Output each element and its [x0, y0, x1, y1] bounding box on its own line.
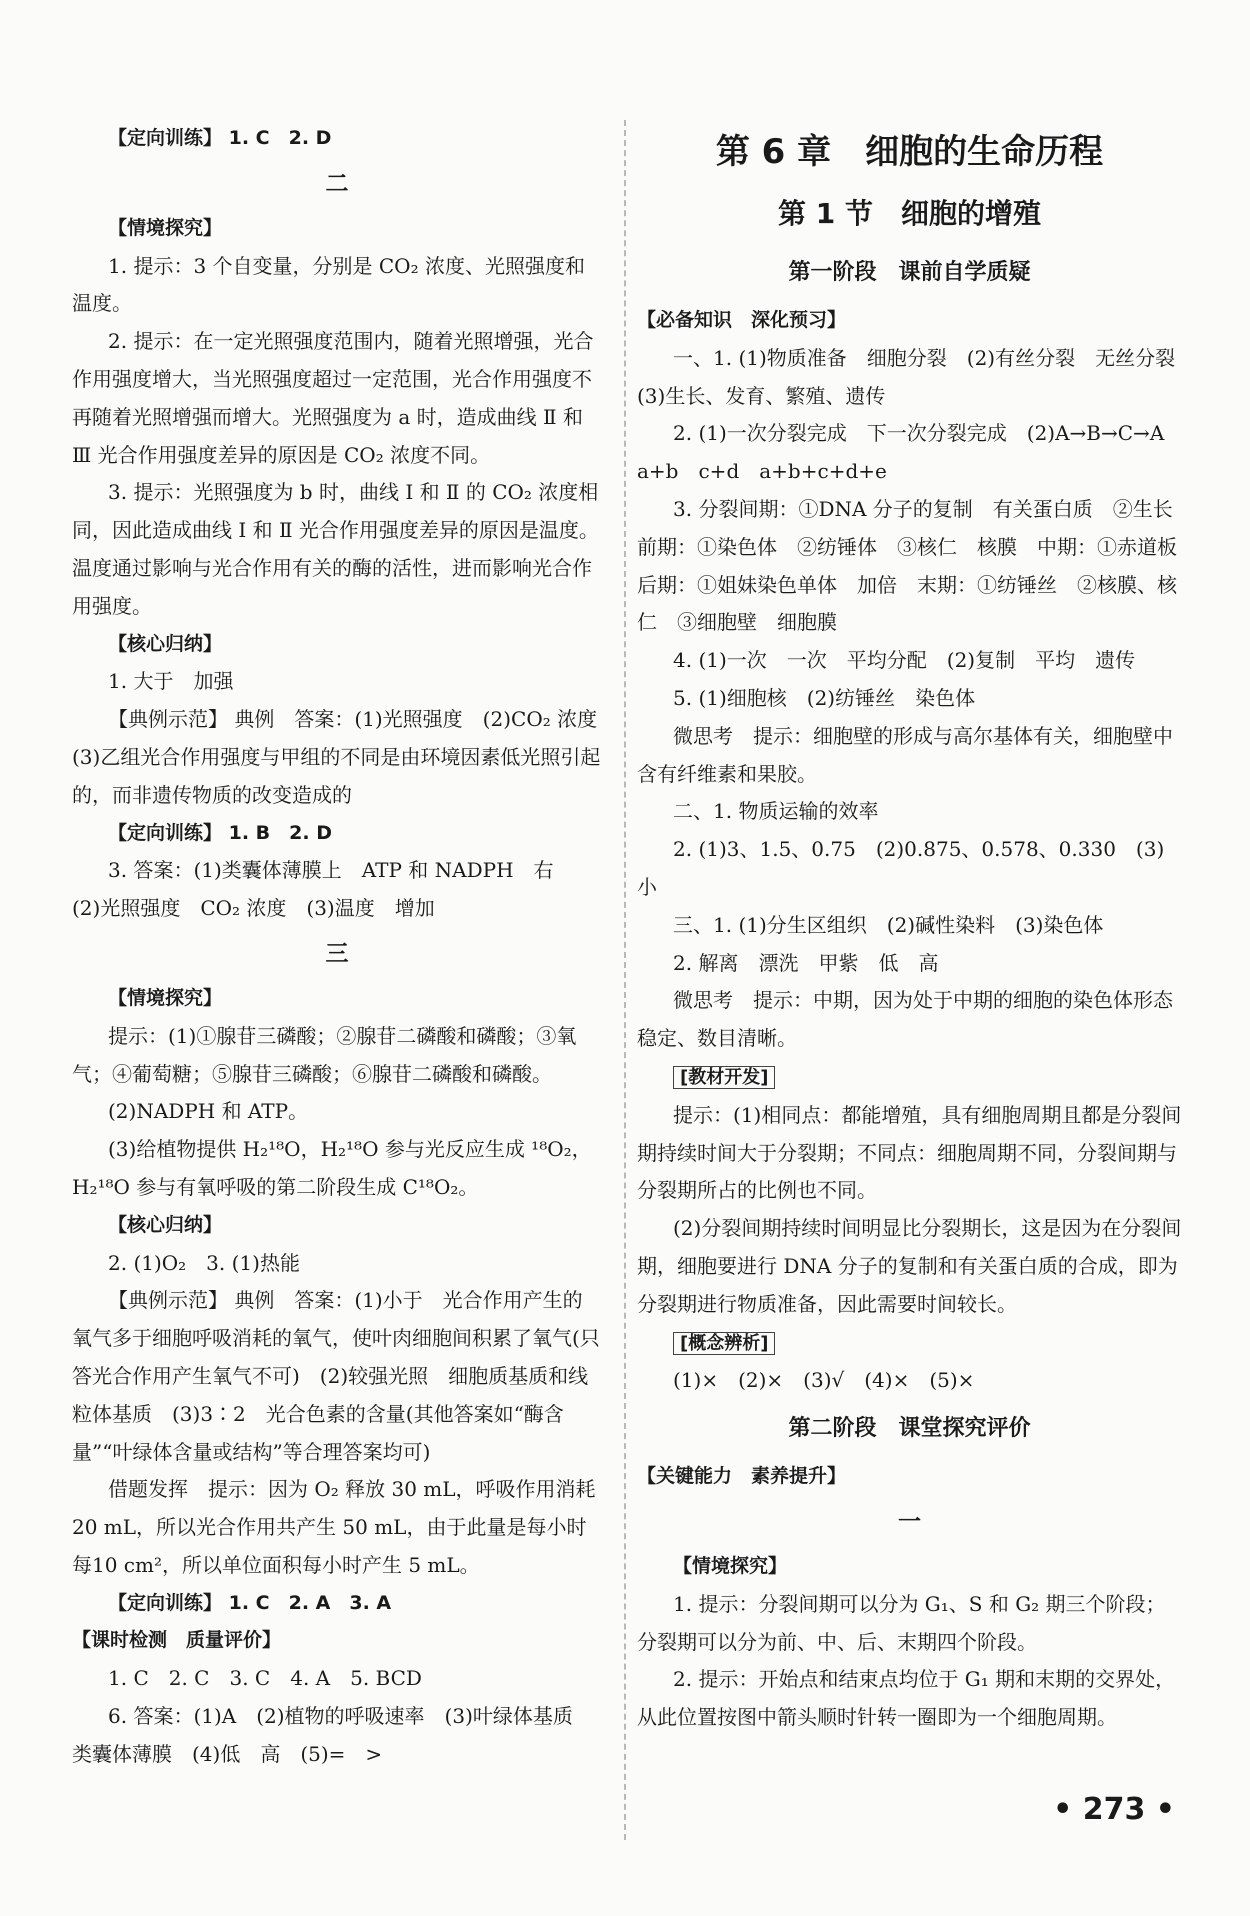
page-number: • 273 • — [1053, 1792, 1175, 1827]
paragraph: 一、1. (1)物质准备 细胞分裂 (2)有丝分裂 无丝分裂 (3)生长、发育、繁殖、遗传 — [637, 345, 1196, 408]
answer-line: 【定向训练】 1. B 2. D — [108, 821, 332, 844]
right-column — [637, 120, 1197, 1737]
paragraph: 1. 提示：分裂间期可以分为 G₁、S 和 G₂ 期三个阶段；分裂期可以分为前、中、后、末期四个阶段。 — [637, 1591, 1166, 1654]
section-tag: 【情境探究】 — [108, 216, 223, 239]
paragraph: (3)给植物提供 H₂¹⁸O，H₂¹⁸O 参与光反应生成 ¹⁸O₂，H₂¹⁸O 参与有氧呼吸的第二阶段生成 C¹⁸O₂。 — [72, 1137, 592, 1199]
paragraph: 2. (1)O₂ 3. (1)热能 — [108, 1250, 300, 1275]
section-tag: 【核心归纳】 — [108, 632, 223, 655]
section-number: 三 — [325, 940, 349, 967]
section-number: 一 — [898, 1508, 921, 1535]
left-column — [72, 120, 618, 1774]
paragraph: 2. 提示：在一定光照强度范围内，随着光照增强，光合作用强度增大，当光照强度超过一定范围，光合作用强度不再随着光照增强而增大。光照强度为 a 时，造成曲线 Ⅱ 和 Ⅲ 光合作用强度差异的原因是 CO₂ 浓度不同。 — [72, 329, 594, 467]
column-divider — [624, 120, 626, 1840]
bracket-tag-label: [概念辨析] — [673, 1332, 775, 1355]
paragraph: 借题发挥 提示：因为 O₂ 释放 30 mL，呼吸作用消耗 20 mL，所以光合作用共产生 50 mL，由于此量是每小时每10 cm²，所以单位面积每小时产生 5 mL。 — [72, 1477, 596, 1577]
paragraph: (1)× (2)× (3)√ (4)× (5)× — [673, 1368, 975, 1393]
answer-line: 【定向训练】 1. C 2. A 3. A — [108, 1591, 392, 1614]
paragraph: 6. 答案：(1)A (2)植物的呼吸速率 (3)叶绿体基质 类囊体薄膜 (4)低 高 (5)= > — [72, 1704, 593, 1766]
paragraph: 【典例示范】 典例 答案：(1)小于 光合作用产生的氧气多于细胞呼吸消耗的氧气，使叶肉细胞间积累了氧气(只答光合作用产生氧气不可) (2)较强光照 细胞质基质和线粒体基质 (3)3∶2 光合色素的含量(其他答案如“酶含量”“叶绿体含量或结构”等合理答案均可) — [72, 1288, 600, 1464]
paragraph: (2)分裂间期持续时间明显比分裂期长，这是因为在分裂间期，细胞要进行 DNA 分子的复制和有关蛋白质的合成，即为分裂期进行物质准备，因此需要时间较长。 — [637, 1216, 1182, 1316]
paragraph: 3. 提示：光照强度为 b 时，曲线 Ⅰ 和 Ⅱ 的 CO₂ 浓度相同，因此造成曲线 Ⅰ 和 Ⅱ 光合作用强度差异的原因是温度。温度通过影响与光合作用有关的酶的活性，进而影响光合作用强度。 — [72, 480, 599, 618]
paragraph: 5. (1)细胞核 (2)纺锤丝 染色体 — [673, 685, 976, 710]
answer-line: 【定向训练】 1. C 2. D — [108, 127, 332, 149]
paragraph: 2. 解离 漂洗 甲紫 低 高 — [673, 950, 939, 975]
section-tag: 【课时检测 质量评价】 — [72, 1629, 282, 1652]
paragraph: 2. (1)一次分裂完成 下一次分裂完成 (2)A→B→C→A a+b c+d a+b+c+d+e — [637, 421, 1185, 484]
section-title: 第 1 节 细胞的增殖 — [778, 197, 1041, 230]
bracket-tag — [637, 1058, 1182, 1097]
section-tag: 【核心归纳】 — [108, 1213, 223, 1236]
paragraph: 4. (1)一次 一次 平均分配 (2)复制 平均 遗传 — [673, 648, 1136, 673]
paragraph: 微思考 提示：中期，因为处于中期的细胞的染色体形态稳定、数目清晰。 — [637, 988, 1173, 1051]
bracket-tag-label: [教材开发] — [673, 1066, 775, 1089]
section-number: 二 — [325, 170, 349, 197]
paragraph: 微思考 提示：细胞壁的形成与高尔基体有关，细胞壁中含有纤维素和果胶。 — [637, 723, 1173, 786]
section-tag: 【情境探究】 — [673, 1554, 788, 1577]
paragraph: 2. 提示：开始点和结束点均位于 G₁ 期和末期的交界处，从此位置按图中箭头顺时针转一圈即为一个细胞周期。 — [637, 1667, 1176, 1730]
paragraph: 3. 答案：(1)类囊体薄膜上 ATP 和 NADPH 右 — [108, 858, 554, 883]
section-tag: 【必备知识 深化预习】 — [637, 309, 847, 331]
paragraph: 【典例示范】 典例 答案：(1)光照强度 (2)CO₂ 浓度 (3)乙组光合作用强度与甲组的不同是由环境因素低光照引起的，而非遗传物质的改变造成的 — [72, 707, 618, 807]
paragraph: (2)NADPH 和 ATP。 — [108, 1099, 309, 1124]
paragraph: 2. (1)3、1.5、0.75 (2)0.875、0.578、0.330 (3)小 — [637, 837, 1165, 899]
paragraph: (2)光照强度 CO₂ 浓度 (3)温度 增加 — [72, 896, 435, 921]
paragraph: 二、1. 物质运输的效率 — [673, 799, 879, 824]
paragraph: 提示：(1)①腺苷三磷酸；②腺苷二磷酸和磷酸；③氧气；④葡萄糖；⑤腺苷三磷酸；⑥腺苷二磷酸和磷酸。 — [72, 1023, 577, 1086]
paragraph: 提示：(1)相同点：都能增殖，具有细胞周期且都是分裂间期持续时间大于分裂期；不同点：细胞周期不同，分裂间期与分裂期所占的比例也不同。 — [637, 1102, 1182, 1203]
section-tag: 【关键能力 素养提升】 — [637, 1465, 847, 1488]
stage-title: 第二阶段 课堂探究评价 — [788, 1416, 1031, 1442]
paragraph: 三、1. (1)分生区组织 (2)碱性染料 (3)染色体 — [673, 912, 1104, 937]
paragraph: 1. 提示：3 个自变量，分别是 CO₂ 浓度、光照强度和温度。 — [72, 253, 585, 316]
bracket-tag — [637, 1324, 1182, 1363]
section-tag: 【情境探究】 — [108, 986, 223, 1009]
paragraph: 1. 大于 加强 — [108, 669, 234, 694]
paragraph: 3. 分裂间期：①DNA 分子的复制 有关蛋白质 ②生长 前期：①染色体 ②纺锤体 ③核仁 核膜 中期：①赤道板 后期：①姐妹染色单体 加倍 末期：①纺锤丝 ②核膜、核仁 ③细胞壁 细胞膜 — [637, 496, 1197, 635]
stage-title: 第一阶段 课前自学质疑 — [788, 260, 1031, 285]
chapter-title: 第 6 章 细胞的生命历程 — [715, 132, 1104, 172]
paragraph: 1. C 2. C 3. C 4. A 5. BCD — [108, 1666, 422, 1691]
